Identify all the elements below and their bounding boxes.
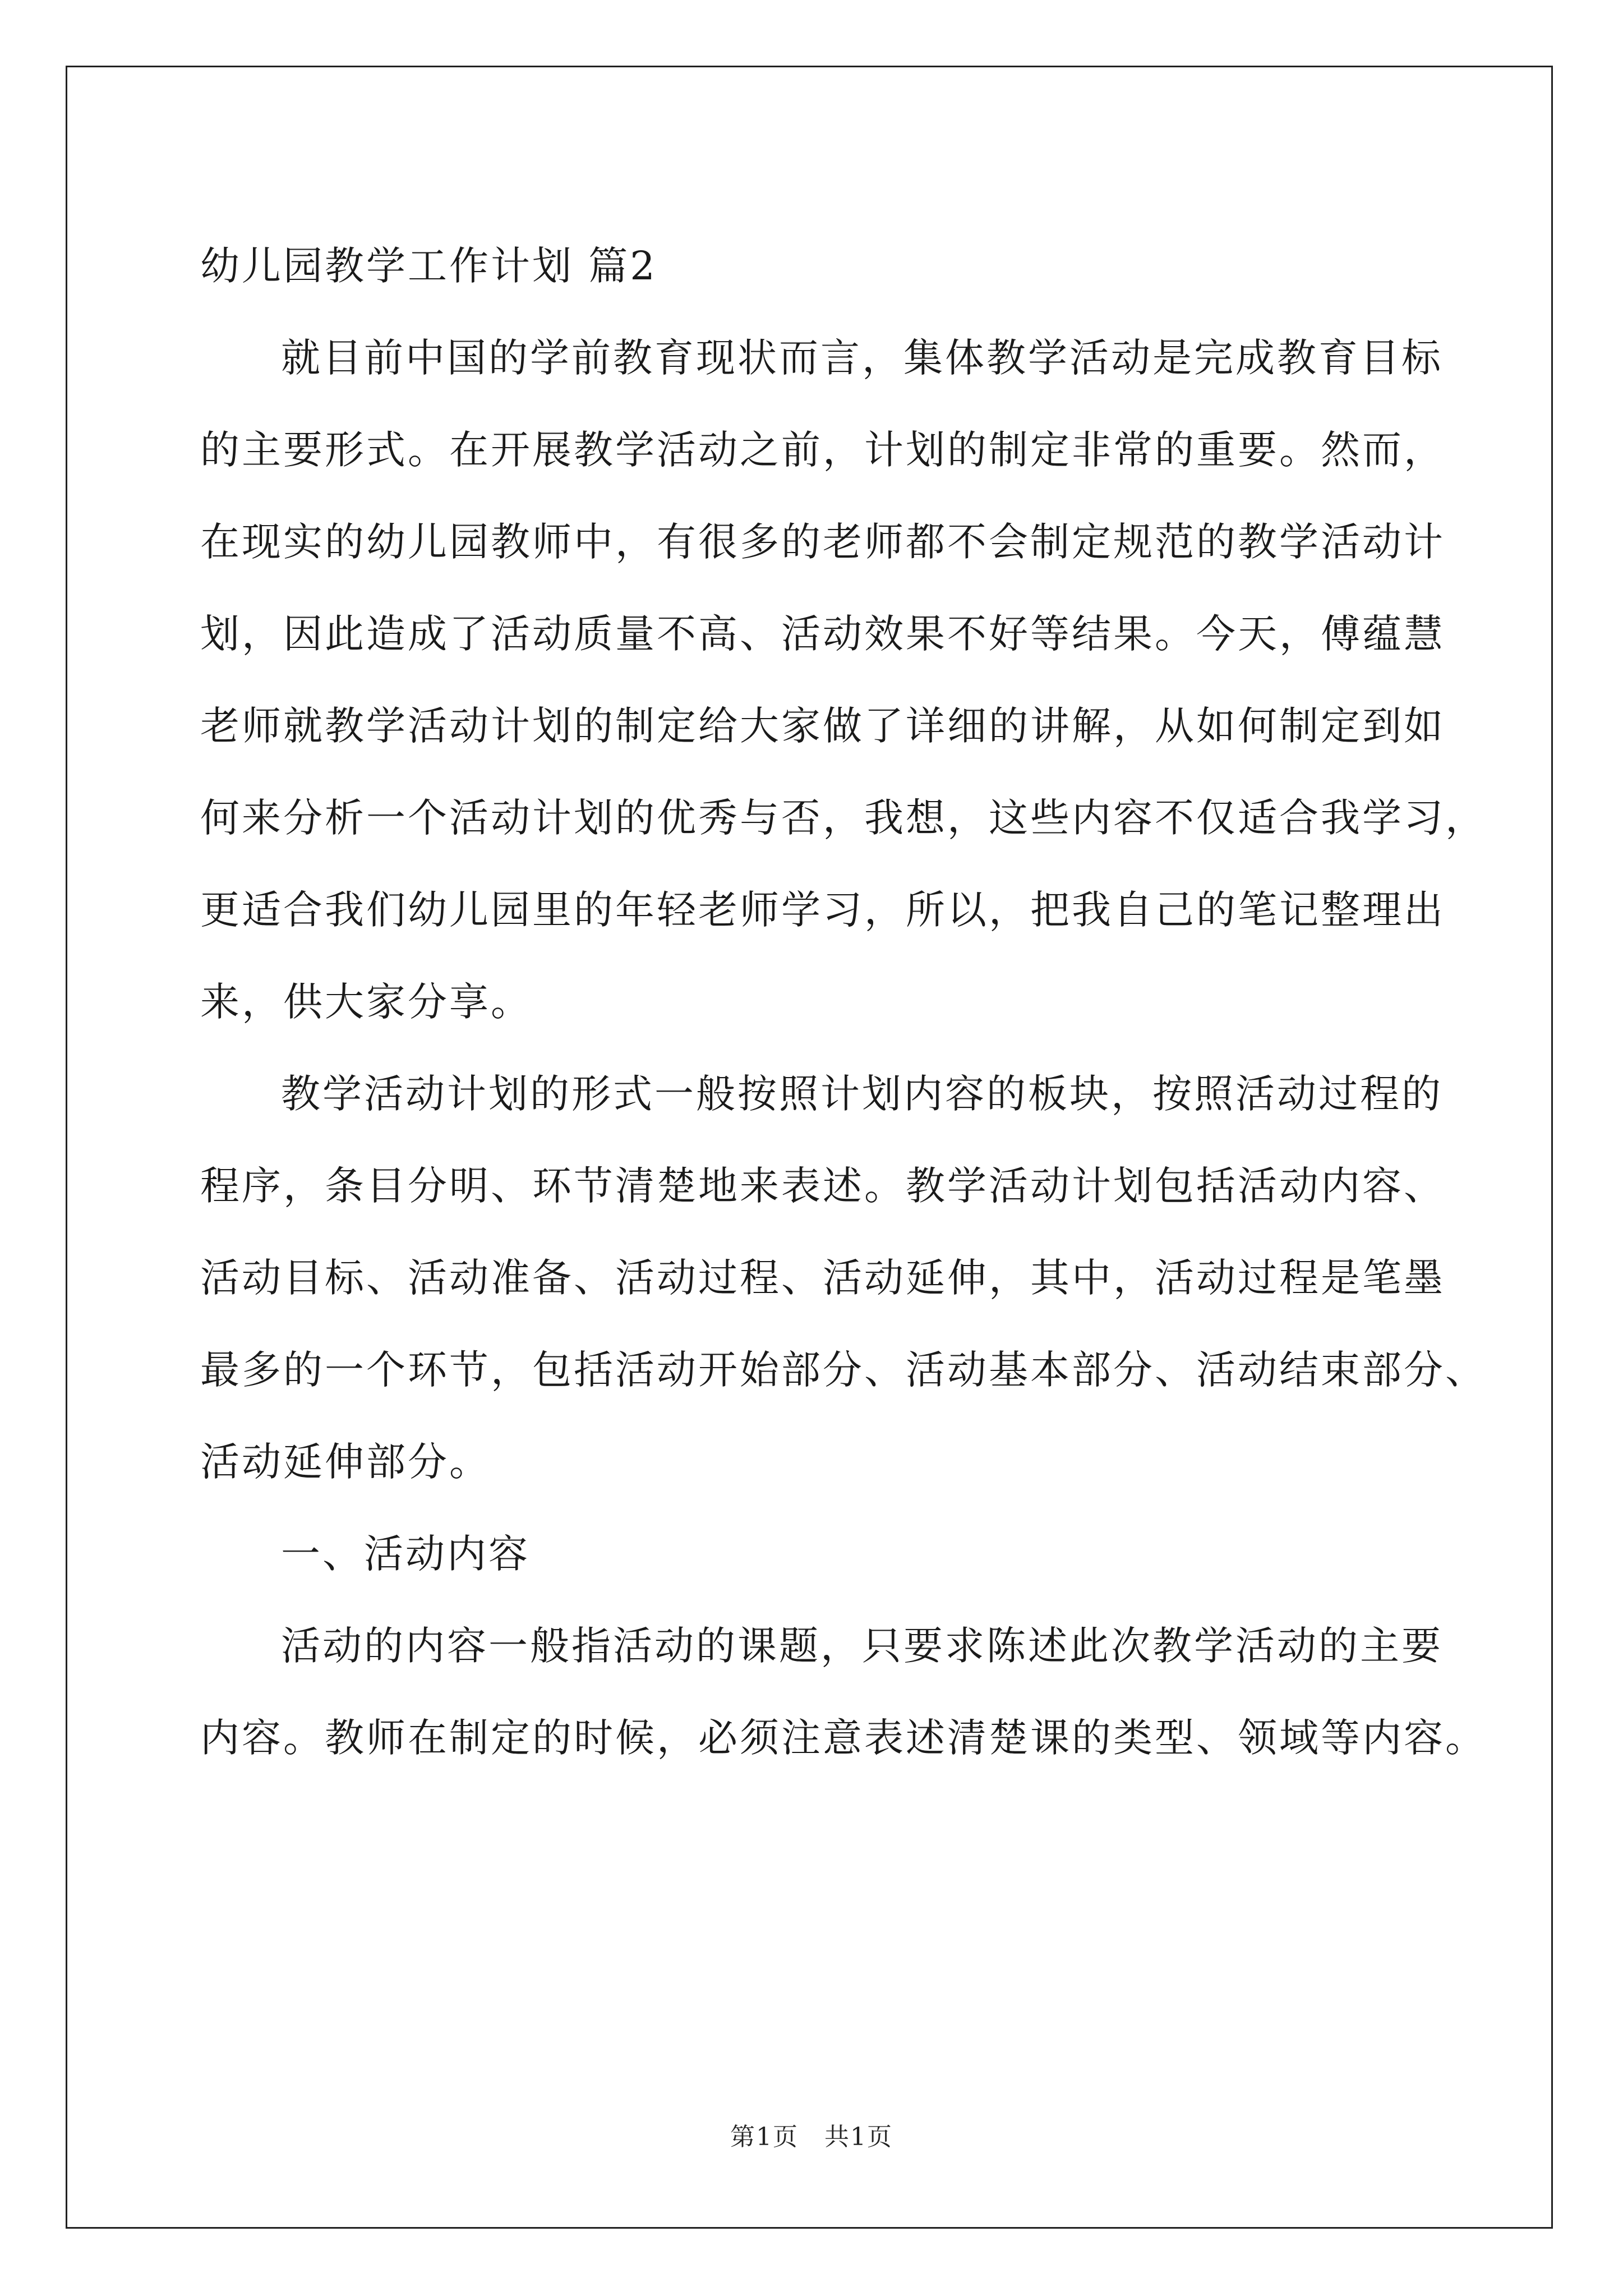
paragraph-line: 内容。教师在制定的时候，必须注意表述清楚课的类型、领域等内容。 xyxy=(200,1715,1487,1761)
document-title: 幼儿园教学工作计划 篇2 xyxy=(200,243,657,289)
paragraph-line: 在现实的幼儿园教师中，有很多的老师都不会制定规范的教学活动计 xyxy=(200,519,1445,565)
document-body xyxy=(200,220,1490,1784)
paragraph xyxy=(200,312,1490,1048)
paragraph-line: 活动的内容一般指活动的课题，只要求陈述此次教学活动的主要 xyxy=(281,1623,1443,1669)
paragraph-line: 的主要形式。在开展教学活动之前，计划的制定非常的重要。然而， xyxy=(200,427,1445,473)
paragraph-line: 最多的一个环节，包括活动开始部分、活动基本部分、活动结束部分、 xyxy=(200,1347,1487,1393)
paragraph-line: 程序，条目分明、环节清楚地来表述。教学活动计划包括活动内容、 xyxy=(200,1163,1445,1209)
paragraph xyxy=(200,1048,1490,1508)
paragraph-line: 活动延伸部分。 xyxy=(200,1439,491,1485)
paragraph xyxy=(200,1600,1490,1784)
section-heading-text: 一、活动内容 xyxy=(281,1531,530,1577)
paragraph-line: 划，因此造成了活动质量不高、活动效果不好等结果。今天，傅蕴慧 xyxy=(200,611,1445,657)
paragraph-line: 教学活动计划的形式一般按照计划内容的板块，按照活动过程的 xyxy=(281,1071,1443,1117)
paragraph-line: 就目前中国的学前教育现状而言，集体教学活动是完成教育目标 xyxy=(281,335,1443,381)
paragraph-line: 何来分析一个活动计划的优秀与否，我想，这些内容不仅适合我学习， xyxy=(200,795,1487,841)
paragraph-line: 更适合我们幼儿园里的年轻老师学习，所以，把我自己的笔记整理出 xyxy=(200,887,1445,933)
paragraph-line: 来，供大家分享。 xyxy=(200,979,532,1025)
paragraph-line: 活动目标、活动准备、活动过程、活动延伸，其中，活动过程是笔墨 xyxy=(200,1255,1445,1301)
paragraph-line: 老师就教学活动计划的制定给大家做了详细的讲解，从如何制定到如 xyxy=(200,703,1445,749)
section-heading xyxy=(200,1508,1490,1600)
page-footer: 第1页 共1页 xyxy=(730,2123,893,2151)
